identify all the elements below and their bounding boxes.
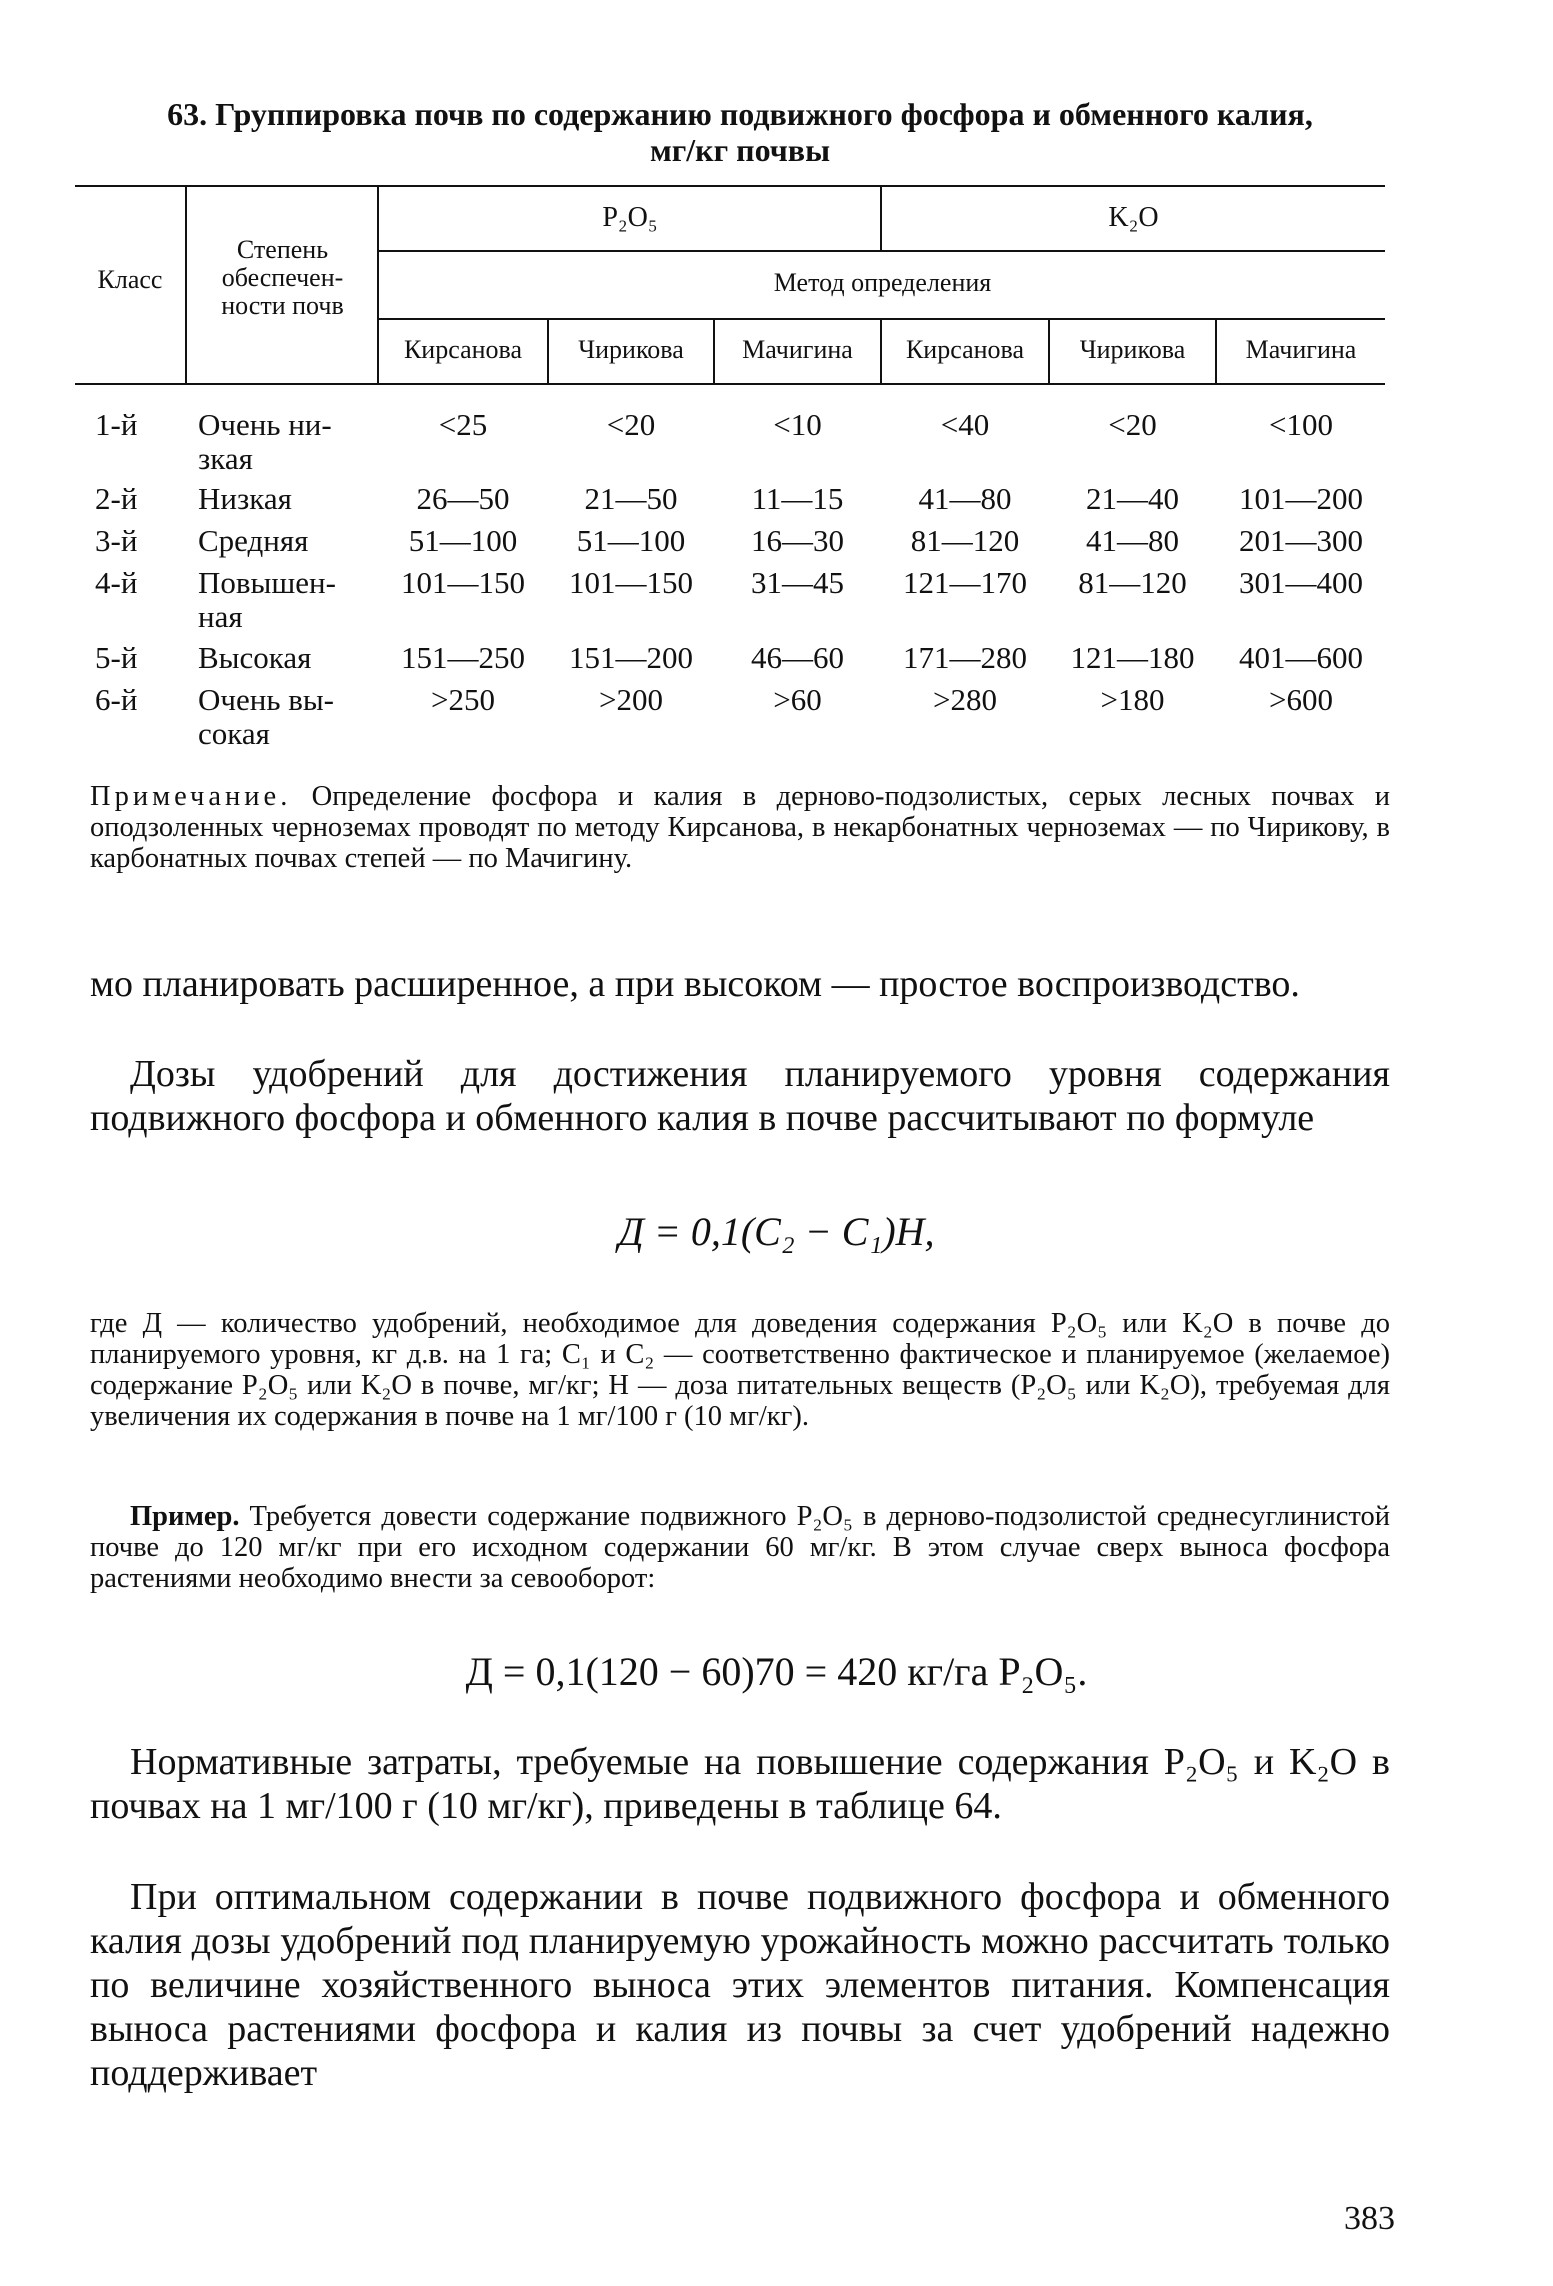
note-text: Определение фосфора и калия в дерново-подзолистых, серых лесных почвах и оподзоленных черноземах проводят по методу Кирсанова, в некарбонатных черноземах — по Чирикову, в карбонатных почвах степей — по Мачигину. <box>90 781 1390 874</box>
header-degree-line-1: Степень <box>236 235 329 264</box>
paragraph-1: мо планировать расширенное, а при высоком — простое воспроизводство. <box>90 963 1300 1005</box>
row-value: 11—15 <box>751 481 844 516</box>
caption-line-1: 63. Группировка почв по содержанию подвижного фосфора и обменного калия, <box>167 96 1313 132</box>
paragraph-3: Нормативные затраты, требуемые на повышение содержания P₂O₅ и K₂O в почвах на 1 мг/100 г (10 мг/кг), приведены в таблице 64. <box>90 1741 1390 1827</box>
row-degree-line: Повышен- <box>198 565 336 600</box>
row-value: 101—150 <box>401 565 525 600</box>
row-class: 3-й <box>95 523 138 558</box>
header-method-1: Кирсанова <box>403 335 523 364</box>
table-caption <box>100 96 1380 168</box>
table-note <box>90 781 1390 874</box>
header-method: Метод определения <box>773 268 992 297</box>
example <box>90 1501 1390 1594</box>
row-degree-line: сокая <box>198 716 270 751</box>
row-value: <10 <box>773 407 822 442</box>
header-method-4: Кирсанова <box>905 335 1025 364</box>
row-value: 81—120 <box>1078 565 1187 600</box>
row-value: 151—250 <box>401 640 525 675</box>
row-value: >60 <box>773 682 822 717</box>
note-label: Примечание. <box>90 781 292 812</box>
example-label: Пример. <box>130 1501 240 1532</box>
row-value: 101—200 <box>1239 481 1363 516</box>
header-p2o5: P₂O₅ <box>602 202 658 233</box>
caption-line-2: мг/кг почвы <box>649 132 831 168</box>
row-value: 171—280 <box>903 640 1027 675</box>
row-value: >200 <box>599 682 663 717</box>
row-value: 401—600 <box>1239 640 1363 675</box>
table-top-rule <box>75 185 1385 187</box>
row-degree-line: ная <box>198 599 243 634</box>
row-degree-line: Очень ни- <box>198 407 332 442</box>
row-value: >280 <box>933 682 997 717</box>
row-value: >250 <box>431 682 495 717</box>
row-class: 2-й <box>95 481 138 516</box>
header-method-3: Мачигина <box>742 335 853 364</box>
header-method-2: Чирикова <box>578 335 684 364</box>
header-degree-line-2: обеспечен- <box>221 263 344 292</box>
row-value: <25 <box>438 407 488 442</box>
formula-2: Д = 0,1(120 − 60)70 = 420 кг/га P₂O₅. <box>465 1649 1088 1694</box>
row-value: 121—170 <box>903 565 1027 600</box>
paragraph-4: При оптимальном содержании в почве подвижного фосфора и обменного калия дозы удобрений под планируемую урожайность можно рассчитать только по величине хозяйственного выноса этих элементов питания. Компенсация выноса растениями фосфора и калия из почвы за счет удобрений надежно поддерживает <box>90 1876 1390 2094</box>
row-value: 51—100 <box>576 523 686 558</box>
row-value: 41—80 <box>918 481 1012 516</box>
header-method-5: Чирикова <box>1079 335 1186 364</box>
row-value: >600 <box>1269 682 1333 717</box>
row-degree-line: Низкая <box>198 481 292 516</box>
row-value: 21—40 <box>1086 481 1179 516</box>
row-value: 46—60 <box>751 640 844 675</box>
row-value: 26—50 <box>416 481 510 516</box>
example-text: Требуется довести содержание подвижного P₂O₅ в дерново-подзолистой среднесуглинистой почве до 120 мг/кг при его исходном содержании 60 мг/кг. В этом случае сверх выноса фосфора растениями необходимо внести за севооборот: <box>90 1501 1390 1594</box>
row-degree-line: зкая <box>198 441 253 476</box>
header-k2o: K₂O <box>1108 202 1159 233</box>
row-value: 41—80 <box>1086 523 1179 558</box>
row-value: 51—100 <box>408 523 518 558</box>
table-header-bottom-rule <box>75 383 1385 385</box>
row-class: 6-й <box>95 682 138 717</box>
header-degree <box>190 236 375 320</box>
row-class: 4-й <box>95 565 138 600</box>
row-value: 101—150 <box>569 565 693 600</box>
row-degree-line: Высокая <box>198 640 312 675</box>
row-value: 201—300 <box>1239 523 1363 558</box>
vline-class <box>185 185 187 385</box>
row-value: <40 <box>940 407 990 442</box>
row-value: 21—50 <box>584 481 678 516</box>
row-value: <20 <box>606 407 656 442</box>
formula-explanation: где Д — количество удобрений, необходимое для доведения содержания P₂O₅ или K₂O в почве до планируемого уровня, кг д.в. на 1 га; C₁ и C₂ — соответственно фактическое и планируемое (желаемое) содержание P₂O₅ или K₂O в почве, мг/кг; H — доза питательных веществ (P₂O₅ или K₂O), требуемая для увеличения их содержания в почве на 1 мг/100 г (10 мг/кг). <box>90 1308 1390 1432</box>
row-value: 121—180 <box>1070 640 1195 675</box>
row-value: 81—120 <box>910 523 1020 558</box>
row-class: 5-й <box>95 640 138 675</box>
row-value: 301—400 <box>1239 565 1363 600</box>
row-value: 31—45 <box>751 565 844 600</box>
header-class: Класс <box>97 265 163 294</box>
paragraph-2: Дозы удобрений для достижения планируемого уровня содержания подвижного фосфора и обменного калия в почве рассчитывают по формуле <box>90 1053 1390 1139</box>
page-number: 383 <box>1344 2200 1395 2237</box>
row-class: 1-й <box>95 407 138 442</box>
row-value: 151—200 <box>569 640 693 675</box>
row-value: 16—30 <box>751 523 844 558</box>
row-degree-line: Средняя <box>198 523 309 558</box>
header-method-6: Мачигина <box>1245 335 1357 364</box>
row-value: <20 <box>1108 407 1157 442</box>
row-degree-line: Очень вы- <box>198 682 335 717</box>
formula-1: Д = 0,1(C₂ − C₁)H, <box>618 1209 935 1254</box>
row-value: >180 <box>1100 682 1165 717</box>
row-value: <100 <box>1269 407 1333 442</box>
header-degree-line-3: ности почв <box>221 291 344 320</box>
